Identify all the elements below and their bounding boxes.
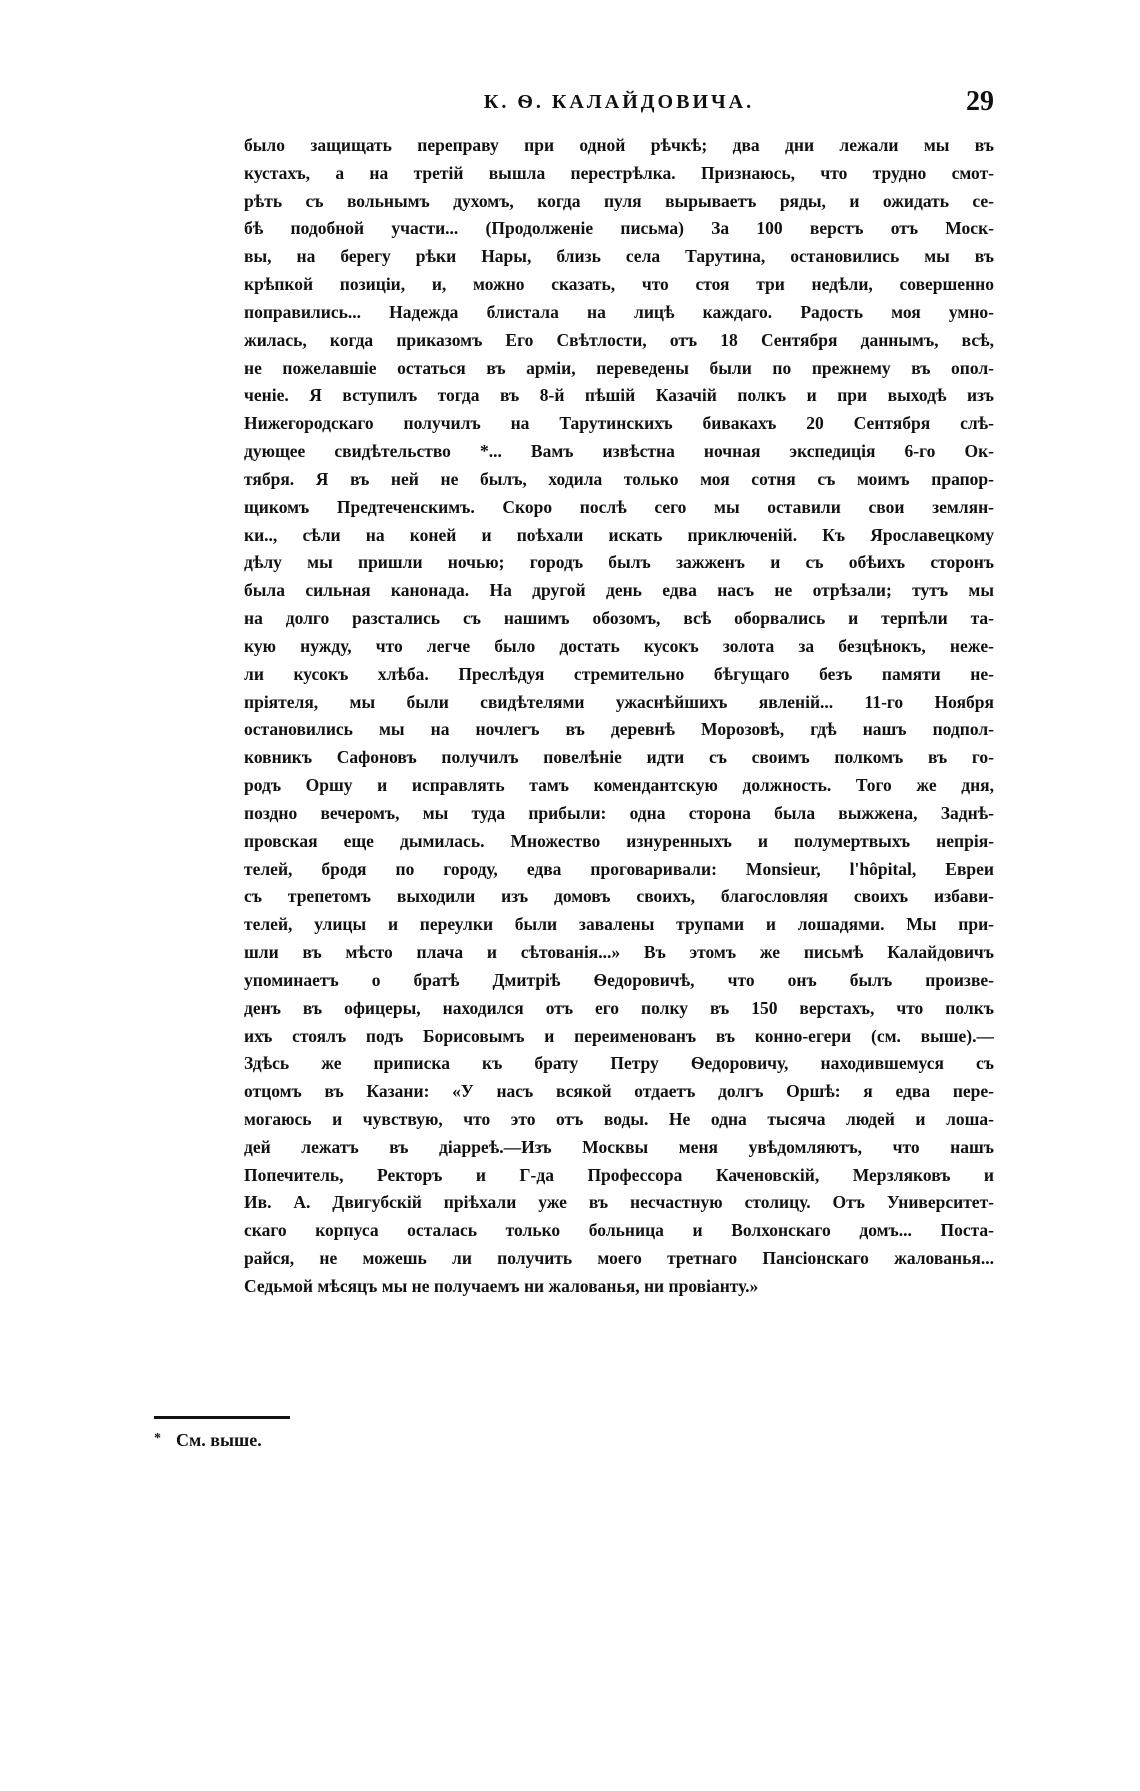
running-title: К. Ѳ. КАЛАЙДОВИЧА. (483, 91, 755, 113)
text-line: ковникъ Сафоновъ получилъ повелѣніе идти съ своимъ полкомъ въ го- (244, 747, 994, 768)
text-line: поздно вечеромъ, мы туда прибыли: одна сторона была выжжена, Заднѣ- (244, 802, 994, 823)
text-line: Попечитель, Ректоръ и Г-да Профессора Каченовскій, Мерзляковъ и (244, 1164, 994, 1185)
text-line: Здѣсь же приписка къ брату Петру Ѳедоровичу, находившемуся съ (244, 1053, 994, 1074)
footnote-text: См. выше. (176, 1430, 262, 1450)
text-line: денъ въ офицеры, находился отъ его полку въ 150 верстахъ, что полкъ (244, 997, 994, 1018)
footnote-marker: * (154, 1431, 161, 1446)
body-text (244, 132, 994, 1301)
text-line: ихъ стоялъ подъ Борисовымъ и переименованъ въ конно-егери (см. выше).— (244, 1025, 994, 1046)
text-line: кустахъ, а на третій вышла перестрѣлка. Признаюсь, что трудно смот- (244, 162, 994, 183)
text-line: ченіе. Я вступилъ тогда въ 8-й пѣшій Казачій полкъ и при выходѣ изъ (244, 385, 994, 406)
text-line: дѣлу мы пришли ночью; городъ былъ зажженъ и съ обѣихъ сторонъ (244, 552, 994, 573)
text-line: ли кусокъ хлѣба. Преслѣдуя стремительно бѣгущаго безъ памяти не- (244, 663, 994, 684)
text-line: шли въ мѣсто плача и сѣтованія...» Въ этомъ же письмѣ Калайдовичъ (244, 942, 994, 963)
text-line: могаюсь и чувствую, что это отъ воды. Не одна тысяча людей и лоша- (244, 1108, 994, 1129)
text-line: Ив. А. Двигубскій пріѣхали уже въ несчастную столицу. Отъ Университет- (244, 1192, 994, 1213)
text-line: жилась, когда приказомъ Его Свѣтлости, отъ 18 Сентября даннымъ, всѣ, (244, 329, 994, 350)
text-line: отцомъ въ Казани: «У насъ всякой отдаетъ долгъ Оршѣ: я едва пере- (244, 1081, 994, 1102)
text-line: Седьмой мѣсяцъ мы не получаемъ ни жалованья, ни провіанту.» (244, 1275, 759, 1296)
text-line: на долго разстались съ нашимъ обозомъ, всѣ оборвались и терпѣли та- (244, 608, 994, 629)
text-line: дей лежатъ въ діарреѣ.—Изъ Москвы меня увѣдомляютъ, что нашъ (244, 1136, 994, 1157)
text-line: не пожелавшіе остаться въ арміи, переведены были по прежнему въ опол- (244, 357, 994, 378)
text-line: Нижегородскаго получилъ на Тарутинскихъ бивакахъ 20 Сентября слѣ- (244, 413, 994, 434)
text-line: провская еще дымилась. Множество изнуренныхъ и полумертвыхъ непрія- (244, 830, 994, 851)
text-line: упоминаетъ о братѣ Дмитріѣ Ѳедоровичѣ, что онъ былъ произве- (244, 969, 994, 990)
text-line: кую нужду, что легче было достать кусокъ золота за безцѣнокъ, нежe- (244, 635, 994, 656)
text-line: крѣпкой позиціи, и, можно сказать, что стоя три недѣли, совершенно (244, 274, 994, 295)
text-line: родъ Оршу и исправлять тамъ комендантскую должность. Того же дня, (244, 775, 994, 796)
running-head (244, 88, 994, 118)
text-line: ки.., сѣли на коней и поѣхали искать приключеній. Къ Ярославецкому (244, 524, 994, 545)
text-line: рѣть съ вольнымъ духомъ, когда пуля вырываетъ ряды, и ожидать се- (244, 190, 994, 211)
text-line: съ трепетомъ выходили изъ домовъ своихъ, благословляя своихъ избави- (244, 886, 994, 907)
text-line: было защищать переправу при одной рѣчкѣ; два дни лежали мы въ (244, 135, 994, 155)
text-line: поправились... Надежда блистала на лицѣ каждаго. Радость моя умно- (244, 301, 994, 322)
text-line: была сильная канонада. На другой день едва насъ не отрѣзали; тутъ мы (244, 580, 994, 601)
text-line: бѣ подобной участи... (Продолженіе письма) За 100 верстъ отъ Моск- (244, 218, 994, 239)
text-line: пріятеля, мы были свидѣтелями ужаснѣйшихъ явленій... 11-го Ноября (244, 691, 994, 712)
text-line: скаго корпуса осталась только больница и Волхонскаго домъ... Поста- (244, 1220, 994, 1241)
text-line: остановились мы на ночлегъ въ деревнѣ Морозовѣ, гдѣ нашъ подпол- (244, 719, 994, 740)
text-line: телей, улицы и переулки были завалены трупами и лошадями. Мы при- (244, 914, 994, 935)
footnote-divider (154, 1416, 290, 1419)
text-line: райся, не можешь ли получить моего третнаго Пансіонскаго жалованья... (244, 1248, 994, 1269)
text-line: телей, бродя по городу, едва проговаривали: Monsieur, l'hôpital, Евреи (244, 858, 994, 879)
page-number: 29 (966, 86, 994, 117)
text-line: щикомъ Предтеченскимъ. Скоро послѣ сего мы оставили свои землян- (244, 496, 994, 517)
text-line: тября. Я въ ней не былъ, ходила только моя сотня съ моимъ прапор- (244, 468, 994, 489)
text-line: вы, на берегу рѣки Нары, близь села Тарутина, остановились мы въ (244, 246, 994, 267)
text-line: дующее свидѣтельство *... Вамъ извѣстна ночная экспедиція 6-го Ок- (244, 441, 994, 462)
footnote (154, 1430, 262, 1451)
